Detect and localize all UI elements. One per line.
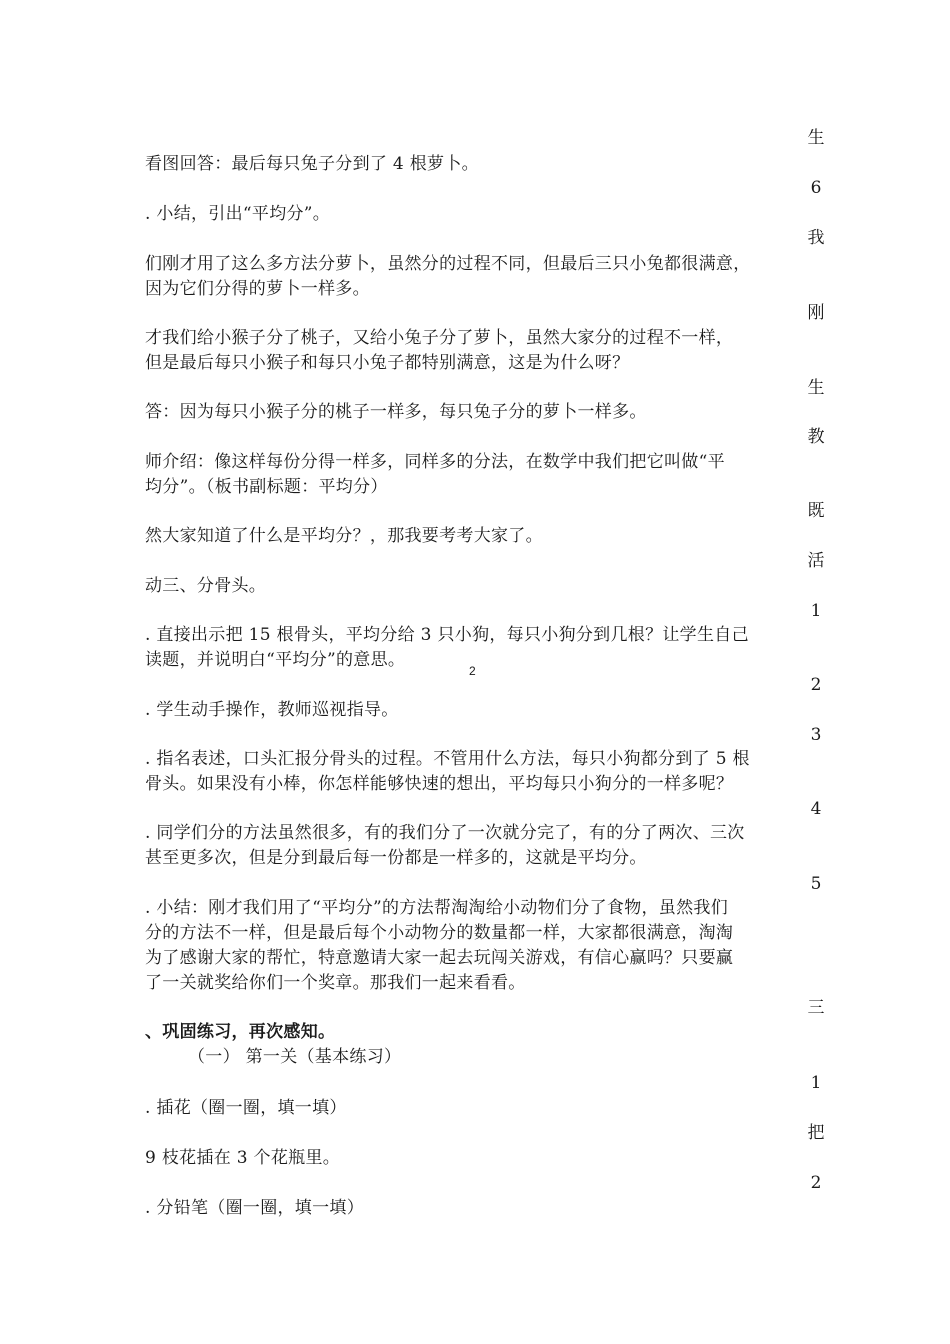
text-line: . 分铅笔（圈一圈，填一填） <box>145 1198 365 1218</box>
text-line: 师介绍：像这样每份分得一样多，同样多的分法，在数学中我们把它叫做“平 <box>145 452 725 472</box>
text-line: . 直接出示把 15 根骨头，平均分给 3 只小狗，每只小狗分到几根？让学生自己 <box>145 625 749 645</box>
text-line: 分的方法不一样，但是最后每个小动物分的数量都一样，大家都很满意，淘淘 <box>145 923 734 943</box>
margin-char: 6 <box>810 178 822 198</box>
margin-char: 1 <box>810 1073 822 1093</box>
text-line: 但是最后每只小猴子和每只小兔子都特别满意，这是为什么呀？ <box>145 353 630 373</box>
text-line: . 小结：刚才我们用了“平均分”的方法帮淘淘给小动物们分了食物，虽然我们 <box>145 898 728 918</box>
margin-char: 1 <box>810 601 822 621</box>
text-line: . 指名表述，口头汇报分骨头的过程。不管用什么方法，每只小狗都分到了 5 根 <box>145 749 750 769</box>
text-line: 答：因为每只小猴子分的桃子一样多，每只兔子分的萝卜一样多。 <box>145 402 647 422</box>
text-line: 看图回答：最后每只兔子分到了 4 根萝卜。 <box>145 154 479 174</box>
margin-char: 活 <box>807 551 825 571</box>
text-line: 骨头。如果没有小棒，你怎样能够快速的想出，平均每只小狗分的一样多呢？ <box>145 774 734 794</box>
margin-char: 刚 <box>807 303 825 323</box>
section-heading: 、巩固练习，再次感知。 <box>145 1022 336 1042</box>
margin-char: 三 <box>807 998 825 1018</box>
margin-char: 生 <box>807 128 825 148</box>
text-line: 们刚才用了这么多方法分萝卜，虽然分的过程不同，但最后三只小兔都很满意， <box>145 254 751 274</box>
text-line: . 小结，引出“平均分”。 <box>145 204 331 224</box>
text-line: 了一关就奖给你们一个奖章。那我们一起来看看。 <box>145 973 526 993</box>
margin-char: 既 <box>807 501 825 521</box>
subsection-heading: （一） 第一关（基本练习） <box>188 1047 402 1067</box>
text-line: 动三、分骨头。 <box>145 576 267 596</box>
text-line: 均分”。（板书副标题：平均分） <box>145 477 388 497</box>
margin-char: 5 <box>810 874 822 894</box>
margin-char: 3 <box>810 725 822 745</box>
margin-char: 把 <box>807 1123 825 1143</box>
text-line: 为了感谢大家的帮忙，特意邀请大家一起去玩闯关游戏，有信心赢吗？只要赢 <box>145 948 734 968</box>
text-line: 因为它们分得的萝卜一样多。 <box>145 279 370 299</box>
margin-char: 教 <box>807 427 825 447</box>
text-line: . 同学们分的方法虽然很多，有的我们分了一次就分完了，有的分了两次、三次 <box>145 823 745 843</box>
margin-char: 生 <box>807 378 825 398</box>
text-line: 9 枝花插在 3 个花瓶里。 <box>145 1148 341 1168</box>
text-line: 甚至更多次，但是分到最后每一份都是一样多的，这就是平均分。 <box>145 848 647 868</box>
margin-char: 2 <box>810 1173 822 1193</box>
text-line: 读题，并说明白“平均分”的意思。 <box>145 650 406 670</box>
text-line: . 插花（圈一圈，填一填） <box>145 1098 347 1118</box>
margin-char: 我 <box>807 228 825 248</box>
page-number: 2 <box>469 664 476 678</box>
margin-char: 4 <box>810 799 822 819</box>
text-line: . 学生动手操作，教师巡视指导。 <box>145 700 399 720</box>
text-line: 才我们给小猴子分了桃子，又给小兔子分了萝卜，虽然大家分的过程不一样， <box>145 328 734 348</box>
margin-char: 2 <box>810 675 822 695</box>
text-line: 然大家知道了什么是平均分？，那我要考考大家了。 <box>145 526 543 546</box>
